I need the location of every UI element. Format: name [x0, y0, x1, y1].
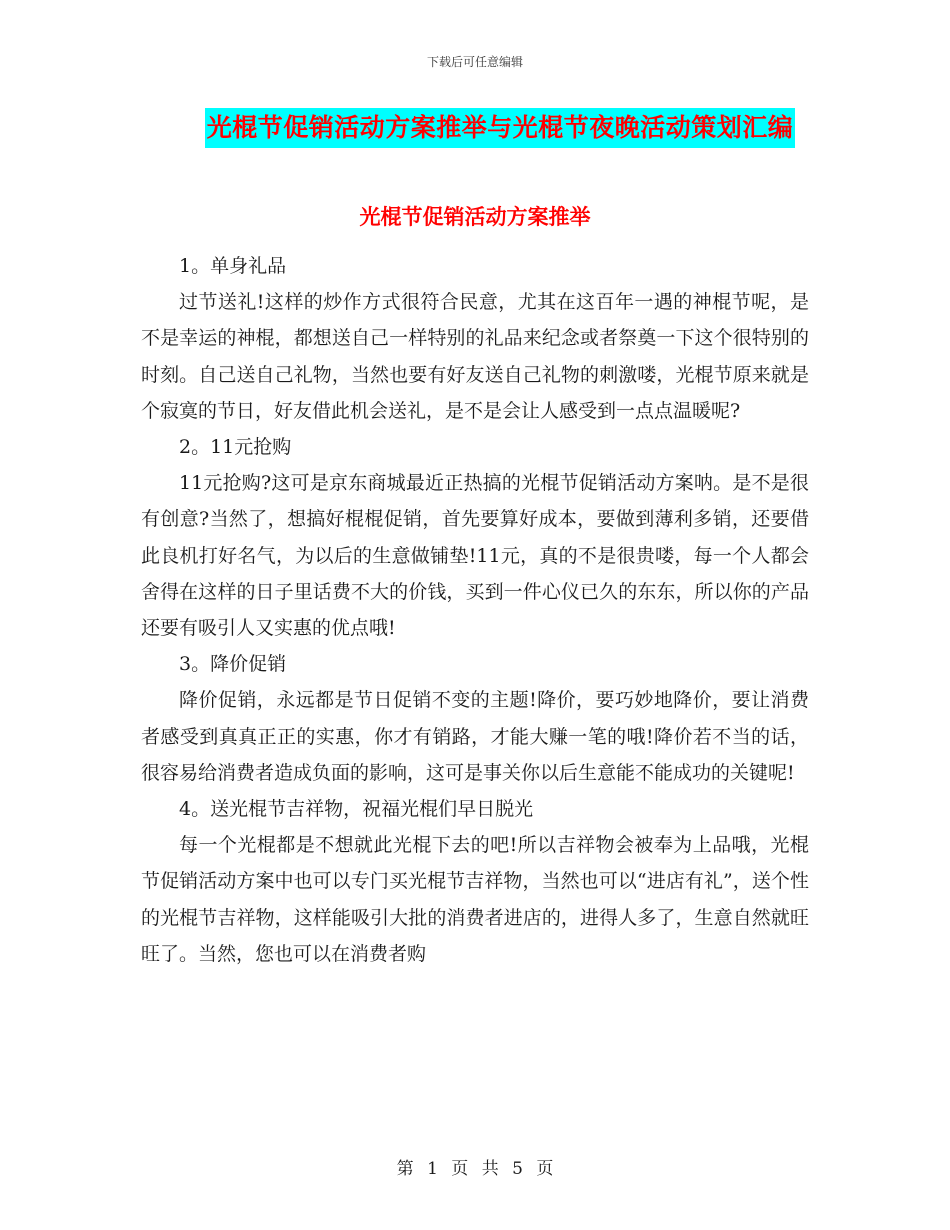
- footer-page-word: 页: [451, 1159, 469, 1179]
- document-title-container: [0, 108, 950, 148]
- body-paragraph: 降价促销，永远都是节日促销不变的主题!降价，要巧妙地降价，要让消费者感受到真真正正的实惠，你才有销路，才能大赚一笔的哦!降价若不当的话，很容易给消费者造成负面的影响，这可是事关你以后生意能不能成功的关键呢!: [141, 689, 809, 784]
- footer-suffix: 页: [536, 1159, 554, 1179]
- page-footer: [0, 1154, 950, 1179]
- document-body: [141, 248, 809, 972]
- item-heading: 1。单身礼品: [179, 255, 287, 277]
- body-paragraph: 每一个光棍都是不想就此光棍下去的吧!所以吉祥物会被奉为上品哦，光棍节促销活动方案中也可以专门买光棍节吉祥物，当然也可以“进店有礼”，送个性的光棍节吉祥物，这样能吸引大批的消费者进店的，进得人多了，生意自然就旺旺了。当然，您也可以在消费者购: [141, 834, 809, 965]
- footer-prefix: 第: [396, 1159, 414, 1179]
- item-heading: 4。送光棍节吉祥物，祝福光棍们早日脱光: [179, 798, 534, 821]
- section-title: 光棍节促销活动方案推举: [359, 205, 591, 229]
- page-header-note: 下载后可任意编辑: [426, 55, 523, 69]
- item-heading: 3。降价促销: [179, 653, 287, 676]
- footer-total-word: 共: [481, 1159, 499, 1179]
- body-paragraph: 11元抢购?这可是京东商城最近正热搞的光棍节促销活动方案呐。是不是很有创意?当然了，想搞好棍棍促销，首先要算好成本，要做到薄利多销，还要借此良机打好名气，为以后的生意做铺垫!11元，真的不是很贵喽，每一个人都会舍得在这样的日子里话费不大的价钱，买到一件心仪已久的东东，所以你的产品还要有吸引人又实惠的优点哦!: [141, 472, 809, 640]
- current-page-number: 1: [427, 1159, 438, 1179]
- body-paragraph: 过节送礼!这样的炒作方式很符合民意，尤其在这百年一遇的神棍节呢，是不是幸运的神棍，都想送自己一样特别的礼品来纪念或者祭奠一下这个很特别的时刻。自己送自己礼物，当然也要有好友送自己礼物的刺激喽，光棍节原来就是个寂寞的节日，好友借此机会送礼，是不是会让人感受到一点点温暖呢?: [141, 291, 809, 422]
- document-title: 光棍节促销活动方案推举与光棍节夜晚活动策划汇编: [205, 108, 796, 148]
- item-heading: 2。11元抢购: [179, 436, 292, 459]
- total-pages-number: 5: [512, 1159, 523, 1179]
